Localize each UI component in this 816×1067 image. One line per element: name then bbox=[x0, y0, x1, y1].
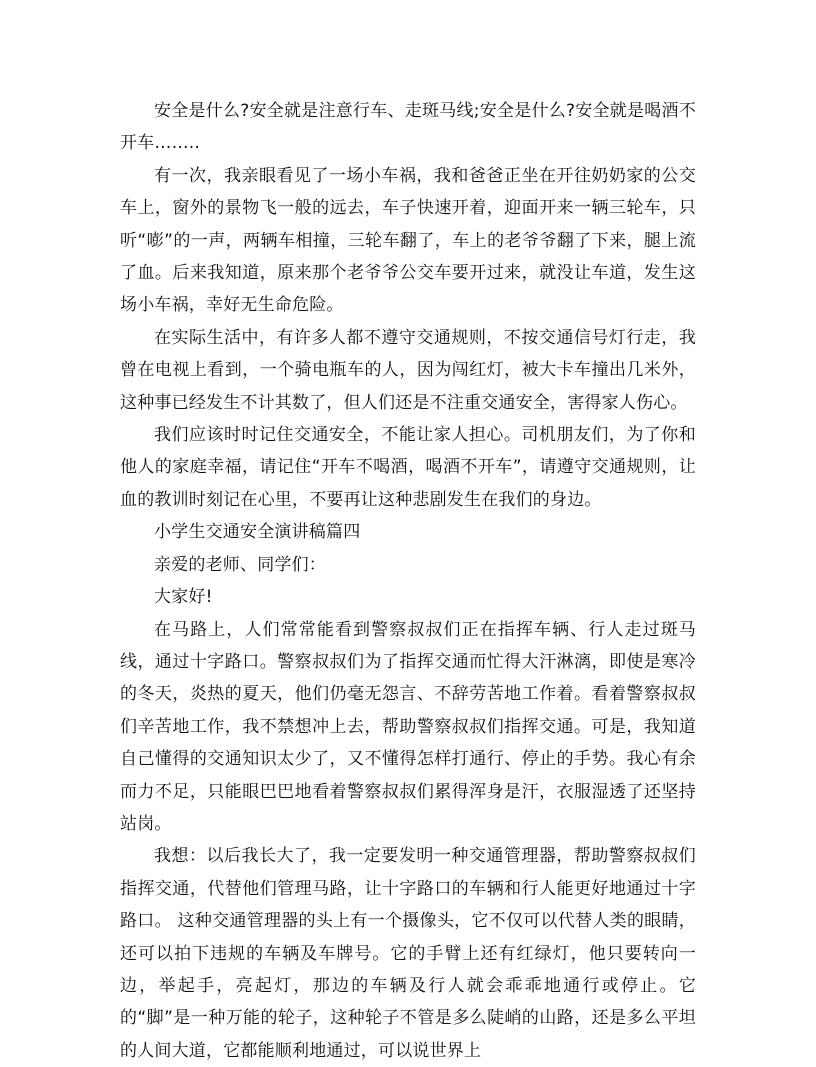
paragraph: 我想：以后我长大了，我一定要发明一种交通管理器，帮助警察叔叔们指挥交通，代替他们管理马路，让十字路口的车辆和行人能更好地通过十字路口。 这种交通管理器的头上有一个摄像头，它不仅可以代替人类的眼睛，还可以拍下违规的车辆及车牌号。它的手臂上还有红绿灯，他只要转向一边，举起手，亮起灯，那边的车辆及行人就会乖乖地通行或停止。它的“脚”是一种万能的轮子，这种轮子不管是多么陡峭的山路，还是多么平坦的人间大道，它都能顺利地通过，可以说世界上 bbox=[120, 846, 696, 1061]
paragraph: 在实际生活中，有许多人都不遵守交通规则，不按交通信号灯行走，我曾在电视上看到，一个骑电瓶车的人，因为闯红灯，被大卡车撞出几米外，这种事已经发生不计其数了，但人们还是不注重交通安全，害得家人伤心。 bbox=[120, 327, 696, 413]
paragraph: 安全是什么?安全就是注意行车、走斑马线;安全是什么?安全就是喝酒不开车…….. bbox=[120, 101, 696, 154]
paragraph: 在马路上，人们常常能看到警察叔叔们正在指挥车辆、行人走过斑马线，通过十字路口。警察叔叔们为了指挥交通而忙得大汗淋漓，即使是寒冷的冬天，炎热的夏天，他们仍毫无怨言、不辞劳苦地工作着。看着警察叔叔们辛苦地工作，我不禁想冲上去，帮助警察叔叔们指挥交通。可是，我知道自己懂得的交通知识太少了，又不懂得怎样打通行、停止的手势。我心有余而力不足，只能眼巴巴地看着警察叔叔们累得浑身是汗，衣服湿透了还坚持站岗。 bbox=[120, 619, 696, 834]
paragraph: 有一次，我亲眼看见了一场小车祸，我和爸爸正坐在开往奶奶家的公交车上，窗外的景物飞一般的远去，车子快速开着，迎面开来一辆三轮车，只听“嘭”的一声，两辆车相撞，三轮车翻了，车上的老爷爷翻了下来，腿上流了血。后来我知道，原来那个老爷爷公交车要开过来，就没让车道，发生这场小车祸，幸好无生命危险。 bbox=[120, 165, 696, 316]
salutation: 亲爱的老师、同学们： bbox=[154, 554, 326, 575]
paragraph: 我们应该时时记住交通安全，不能让家人担心。司机朋友们，为了你和他人的家庭幸福，请记住“开车不喝酒，喝酒不开车”，请遵守交通规则，让血的教训时刻记在心里，不要再让这种悲剧发生在我们的身边。 bbox=[120, 425, 696, 510]
section-heading: 小学生交通安全演讲稿篇四 bbox=[154, 522, 361, 543]
greeting: 大家好! bbox=[154, 587, 213, 608]
document-page bbox=[120, 95, 696, 1067]
